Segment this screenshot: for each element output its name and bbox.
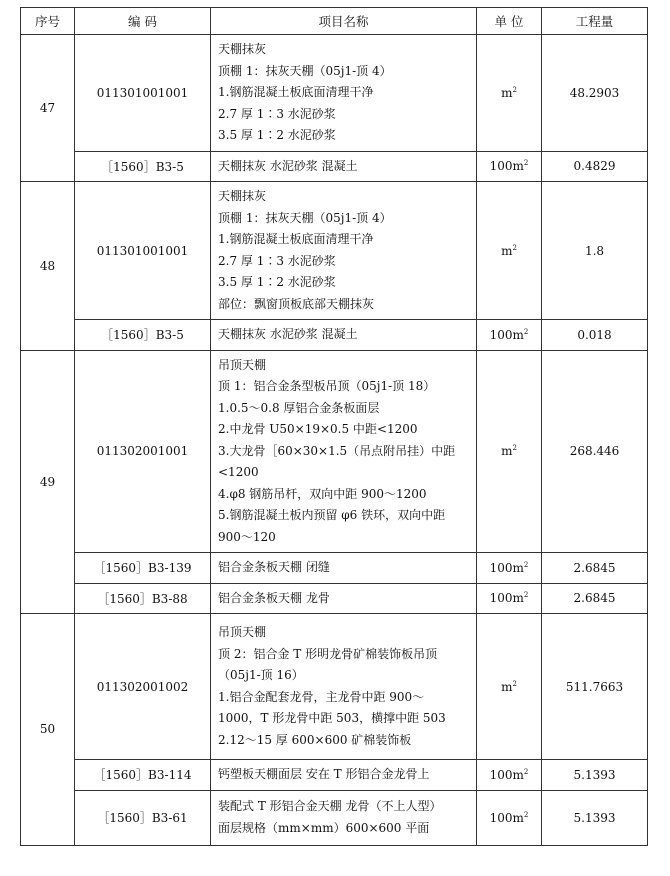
code-cell: ［1560］B3-5 [75,151,211,182]
item-name-line: 2.12～15 厚 600×600 矿棉装饰板 [218,732,412,747]
header-unit: 单 位 [477,8,542,35]
item-name-line: 2.7 厚 1∶3 水泥砂浆 [218,106,336,121]
code-cell: 011302001002 [75,614,211,760]
unit-cell [477,760,542,791]
quantity-cell: 0.018 [542,320,648,351]
item-name-line: 吊顶天棚 [218,357,267,372]
item-name-line: 天棚抹灰 [218,189,267,203]
quantity-cell: 268.446 [542,350,648,553]
code-cell: 011301001001 [75,35,211,152]
quantity-cell: 511.7663 [542,614,648,760]
seq-cell: 47 [21,35,75,182]
item-name-cell [211,35,477,152]
item-name-cell [211,320,477,351]
unit-cell [477,553,542,584]
header-code: 编 码 [75,8,211,35]
unit-exponent: 2 [523,591,529,600]
table-row [21,151,648,182]
item-name-line: 4.φ8 钢筋吊杆，双向中距 900～1200 [218,486,427,501]
unit-base: m [501,243,513,258]
unit-cell [477,35,542,152]
table-row [21,320,648,351]
unit-base: 100m [489,560,524,575]
quantity-cell: 5.1393 [542,760,648,791]
table-row [21,760,648,791]
unit-exponent: 2 [512,85,517,94]
seq-cell: 50 [21,614,75,846]
table-row [21,350,648,553]
header-row [21,8,648,35]
item-name-line: 3.大龙骨［60×30×1.5（吊点附吊挂）中距 [218,443,456,458]
unit-exponent: 2 [512,243,517,252]
unit-exponent: 2 [512,679,517,688]
quantity-cell: 1.8 [542,182,648,320]
item-name-line: 2.7 厚 1∶3 水泥砂浆 [218,253,336,268]
quantity-cell: 5.1393 [542,790,648,845]
item-name-line: 顶 1：铝合金条型板吊顶（05j1-顶 18） [218,379,436,393]
item-name-line: 部位：飘窗顶板底部天棚抹灰 [218,296,375,311]
quantity-cell: 2.6845 [542,553,648,584]
header-name: 项目名称 [211,8,477,35]
quantity-cell: 2.6845 [542,583,648,614]
unit-base: 100m [489,767,524,782]
item-name-line: <1200 [218,465,259,479]
quantity-cell: 48.2903 [542,35,648,152]
item-name-line: 铝合金条板天棚 闭缝 [218,560,330,574]
code-cell: ［1560］B3-139 [75,553,211,584]
code-cell: ［1560］B3-114 [75,760,211,791]
item-name-cell [211,760,477,791]
item-name-line: 顶棚 1：抹灰天棚（05j1-顶 4） [218,63,392,78]
item-name-line: 1.钢筋混凝土板底面清理干净 [218,232,374,246]
item-name-line: 1.0.5～0.8 厚铝合金条板面层 [218,400,380,415]
code-cell: 011301001001 [75,182,211,320]
item-name-line: 1000，T 形龙骨中距 503，横撑中距 503 [218,711,446,725]
unit-base: m [501,444,513,459]
table-row [21,553,648,584]
code-cell: ［1560］B3-61 [75,790,211,845]
unit-base: 100m [489,159,524,174]
item-name-line: 顶 2：铝合金 T 形明龙骨矿棉装饰板吊顶 [218,646,438,661]
item-name-line: （05j1-顶 16） [218,668,304,682]
unit-cell [477,614,542,760]
header-seq: 序号 [21,8,75,35]
seq-cell: 48 [21,182,75,351]
unit-exponent: 2 [523,810,529,819]
seq-cell: 49 [21,350,75,614]
item-name-cell [211,553,477,584]
item-name-line: 钙塑板天棚面层 安在 T 形铝合金龙骨上 [218,767,430,781]
unit-base: m [501,679,513,694]
item-name-line: 天棚抹灰 水泥砂浆 混凝土 [218,327,358,341]
item-name-line: 天棚抹灰 水泥砂浆 混凝土 [218,158,358,173]
unit-cell [477,151,542,182]
item-name-cell [211,614,477,760]
item-name-line: 天棚抹灰 [218,42,267,56]
item-name-line: 3.5 厚 1∶2 水泥砂浆 [218,275,336,289]
item-name-cell [211,151,477,182]
unit-cell [477,350,542,553]
quantity-table [20,7,648,846]
header-qty: 工程量 [542,8,648,35]
item-name-cell [211,350,477,553]
item-name-cell [211,790,477,845]
item-name-line: 1.钢筋混凝土板底面清理干净 [218,85,374,99]
item-name-line: 面层规格（mm×mm）600×600 平面 [218,820,430,835]
unit-base: 100m [489,591,524,606]
code-cell: 011302001001 [75,350,211,553]
table-row [21,182,648,320]
item-name-line: 铝合金条板天棚 龙骨 [218,590,330,605]
unit-cell [477,320,542,351]
table-row [21,614,648,760]
table-row [21,583,648,614]
item-name-line: 3.5 厚 1∶2 水泥砂浆 [218,128,336,142]
unit-base: m [501,85,513,100]
unit-cell [477,583,542,614]
unit-exponent: 2 [512,444,517,453]
item-name-line: 1.铝合金配套龙骨，主龙骨中距 900～ [218,689,425,704]
unit-exponent: 2 [523,560,529,569]
item-name-cell [211,583,477,614]
unit-cell [477,790,542,845]
item-name-cell [211,182,477,320]
unit-exponent: 2 [523,159,529,168]
table-row [21,35,648,152]
table-row [21,790,648,845]
item-name-line: 顶棚 1：抹灰天棚（05j1-顶 4） [218,210,392,225]
item-name-line: 吊顶天棚 [218,625,267,639]
item-name-line: 2.中龙骨 U50×19×0.5 中距<1200 [218,422,418,436]
unit-base: 100m [489,327,524,342]
unit-base: 100m [489,810,524,825]
quantity-cell: 0.4829 [542,151,648,182]
unit-exponent: 2 [523,767,529,776]
unit-cell [477,182,542,320]
code-cell: ［1560］B3-5 [75,320,211,351]
item-name-line: 5.钢筋混凝土板内预留 φ6 铁环，双向中距 [218,508,446,522]
item-name-line: 装配式 T 形铝合金天棚 龙骨（不上人型） [218,799,442,813]
code-cell: ［1560］B3-88 [75,583,211,614]
unit-exponent: 2 [523,327,529,336]
item-name-line: 900～120 [218,529,276,544]
